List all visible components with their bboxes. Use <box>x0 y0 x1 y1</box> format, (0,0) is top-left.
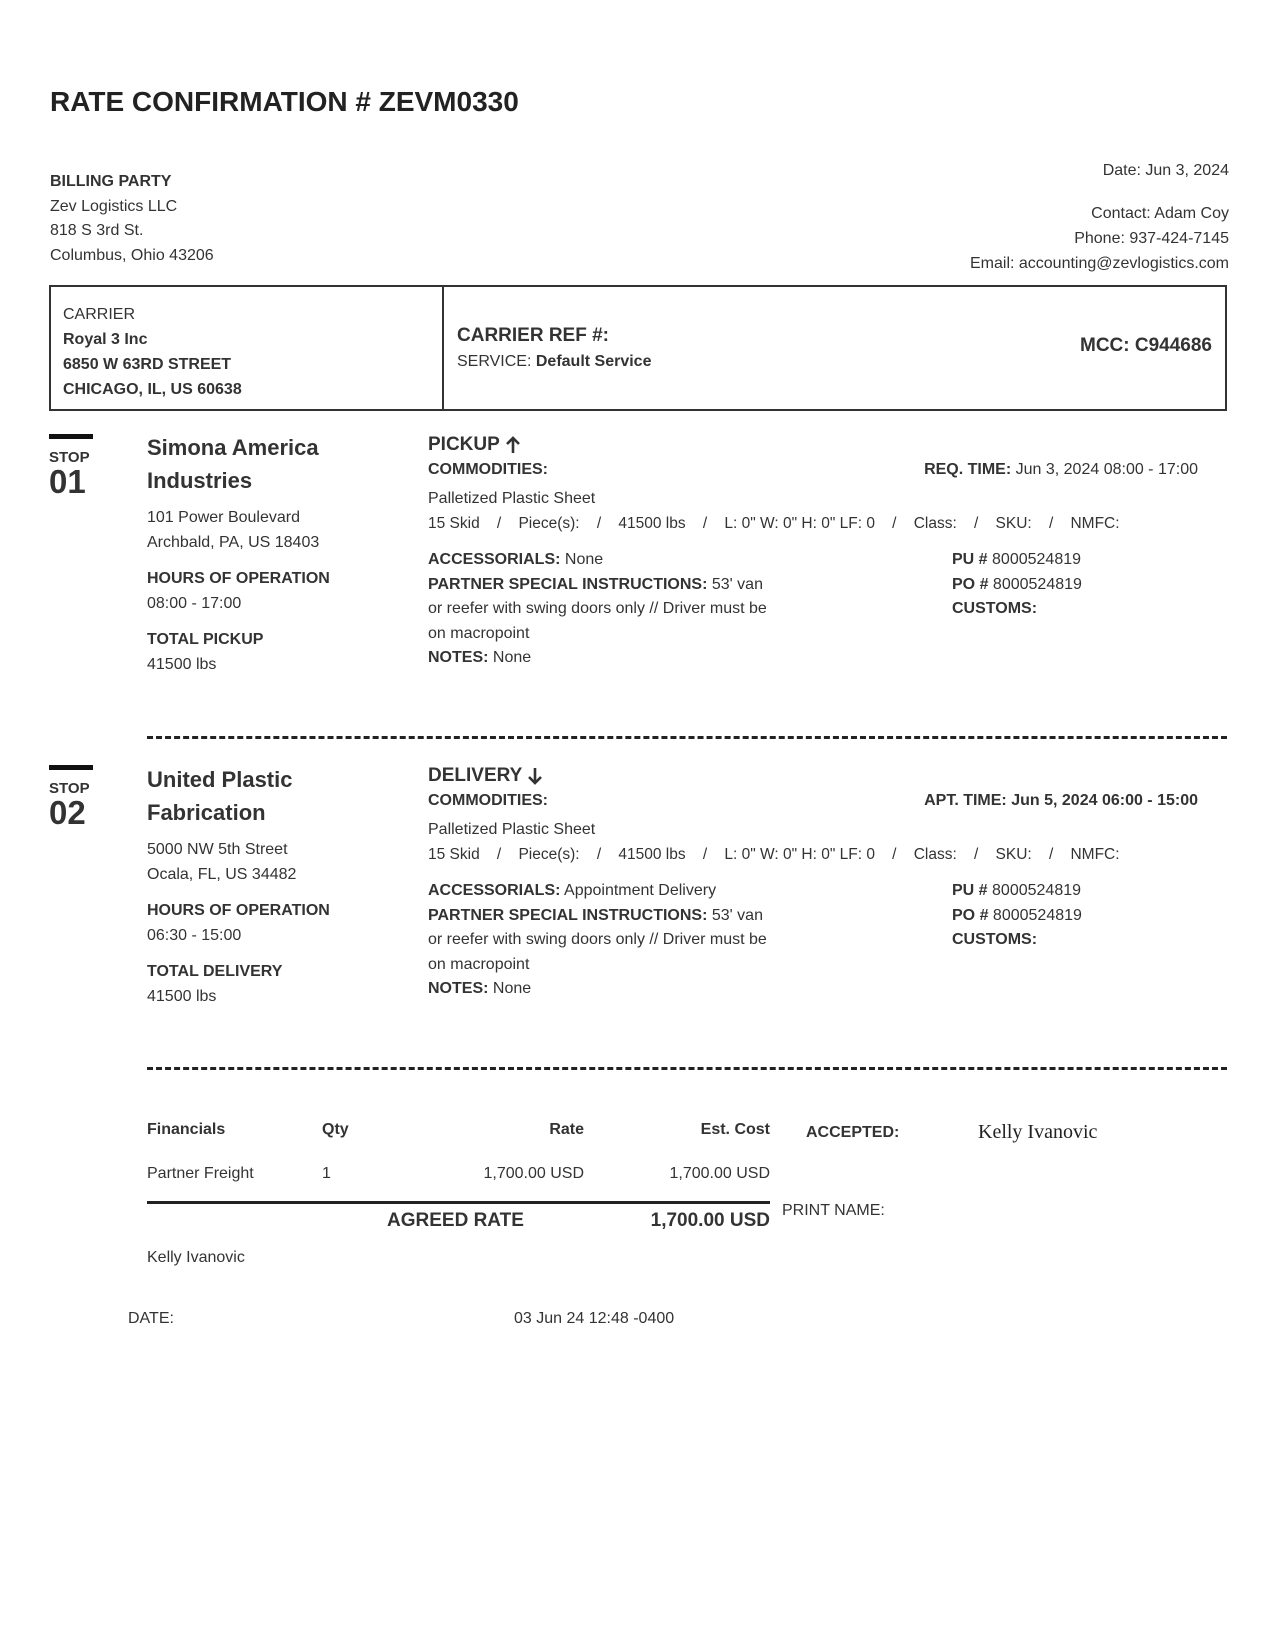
print-name-label: PRINT NAME: <box>782 1202 885 1219</box>
stop-bar <box>49 434 93 439</box>
stop-divider <box>147 736 1227 739</box>
special-instructions: PARTNER SPECIAL INSTRUCTIONS: 53' van or reefer with swing doors only // Driver must be on macropoint <box>428 906 767 973</box>
billing-street: 818 S 3rd St. <box>50 222 144 239</box>
hours-label: HOURS OF OPERATION <box>147 570 330 587</box>
pu-number: PU # 8000524819 <box>952 882 1082 899</box>
arrow-down-icon <box>527 767 543 785</box>
financials-table <box>147 1110 770 1198</box>
stop-marker <box>49 765 93 829</box>
carrier-ref <box>457 325 651 371</box>
hours-value: 06:30 - 15:00 <box>147 926 242 944</box>
total-value: 41500 lbs <box>147 655 217 673</box>
date-value: 03 Jun 24 12:48 -0400 <box>514 1310 675 1327</box>
stop-location <box>147 431 407 677</box>
req-time: REQ. TIME: Jun 3, 2024 08:00 - 17:00 <box>924 460 1198 478</box>
location-address-line2: Archbald, PA, US 18403 <box>147 533 320 551</box>
commodity-detail: 15 Skid / Piece(s): / 41500 lbs / L: 0" W: 0" H: 0" LF: 0 / Class: / SKU: / NMFC: <box>428 514 1120 532</box>
cell-cost: 1,700.00 USD <box>669 1165 770 1182</box>
carrier-ref-label: CARRIER REF #: <box>457 325 610 346</box>
location-address-line1: 5000 NW 5th Street <box>147 841 288 858</box>
mcc-number: MCC: C944686 <box>1080 335 1212 356</box>
hours-value: 08:00 - 17:00 <box>147 594 242 612</box>
commodity-detail: 15 Skid / Piece(s): / 41500 lbs / L: 0" W: 0" H: 0" LF: 0 / Class: / SKU: / NMFC: <box>428 845 1120 863</box>
location-address-line2: Ocala, FL, US 34482 <box>147 865 297 883</box>
contact-email: Email: accounting@zevlogistics.com <box>969 255 1229 272</box>
document-date: Date: Jun 3, 2024 <box>1102 162 1229 179</box>
billing-party <box>50 170 214 268</box>
header-contact <box>970 158 1229 276</box>
stop-kind: PICKUP <box>428 433 1198 458</box>
accessorials: ACCESSORIALS: None <box>428 551 604 568</box>
stop-location <box>147 763 407 1009</box>
total-rule <box>147 1201 770 1204</box>
carrier-box <box>49 285 1227 411</box>
location-address-line1: 101 Power Boulevard <box>147 509 300 526</box>
hours-label: HOURS OF OPERATION <box>147 902 330 919</box>
stop-details <box>428 433 1198 671</box>
reference-numbers <box>952 879 1082 953</box>
po-number: PO # 8000524819 <box>952 906 1082 924</box>
commodity-name: Palletized Plastic Sheet <box>428 821 596 838</box>
stop-number: 01 <box>49 463 86 500</box>
billing-company: Zev Logistics LLC <box>50 197 178 215</box>
po-number: PO # 8000524819 <box>952 575 1082 593</box>
customs-label: CUSTOMS: <box>952 931 1038 948</box>
total-label: TOTAL DELIVERY <box>147 963 283 980</box>
print-name-value: Kelly Ivanovic <box>147 1249 245 1266</box>
location-name: Simona America Industries <box>147 435 319 493</box>
page-title: RATE CONFIRMATION # ZEVM0330 <box>50 86 519 117</box>
stop-label: STOP <box>49 449 90 466</box>
stop-bar <box>49 765 93 770</box>
arrow-up-icon <box>505 436 521 454</box>
accepted-label: ACCEPTED: <box>806 1124 900 1141</box>
table-row <box>147 1150 770 1198</box>
total-label: TOTAL PICKUP <box>147 631 264 648</box>
special-instructions: PARTNER SPECIAL INSTRUCTIONS: 53' van or reefer with swing doors only // Driver must be on macropoint <box>428 575 767 642</box>
col-header-est-cost: Est. Cost <box>700 1121 770 1138</box>
billing-city: Columbus, Ohio 43206 <box>50 246 214 264</box>
contact-name: Contact: Adam Coy <box>1091 205 1229 222</box>
contact-phone: Phone: 937-424-7145 <box>1074 230 1229 247</box>
carrier-label: CARRIER <box>63 306 136 323</box>
commodities-label: COMMODITIES: <box>428 460 548 478</box>
agreed-rate-value: 1,700.00 USD <box>650 1210 770 1231</box>
stop-number: 02 <box>49 794 86 831</box>
commodities-label: COMMODITIES: <box>428 791 548 809</box>
pu-number: PU # 8000524819 <box>952 551 1082 568</box>
service-value: Default Service <box>535 353 652 370</box>
carrier-street: 6850 W 63RD STREET <box>63 356 232 373</box>
stop-details <box>428 764 1198 1002</box>
apt-time: APT. TIME: Jun 5, 2024 06:00 - 15:00 <box>924 791 1198 809</box>
cell-rate: 1,700.00 USD <box>483 1165 584 1182</box>
notes: NOTES: None <box>428 649 532 666</box>
signature: Kelly Ivanovic <box>978 1121 1098 1143</box>
cell-item: Partner Freight <box>147 1165 254 1182</box>
commodity-name: Palletized Plastic Sheet <box>428 490 596 507</box>
stop-marker <box>49 434 93 498</box>
total-value: 41500 lbs <box>147 987 217 1005</box>
col-header-financials: Financials <box>147 1121 226 1138</box>
financials-header-row <box>147 1110 770 1150</box>
carrier-info <box>51 287 444 409</box>
carrier-city: CHICAGO, IL, US 60638 <box>63 381 242 398</box>
customs-label: CUSTOMS: <box>952 600 1038 617</box>
location-name: United Plastic Fabrication <box>147 767 293 825</box>
accessorials: ACCESSORIALS: Appointment Delivery <box>428 882 717 899</box>
stop-label: STOP <box>49 780 90 797</box>
carrier-name: Royal 3 Inc <box>63 331 148 348</box>
reference-numbers <box>952 548 1082 622</box>
cell-qty: 1 <box>322 1165 331 1182</box>
billing-heading: BILLING PARTY <box>50 173 172 190</box>
col-header-rate: Rate <box>549 1121 584 1138</box>
notes: NOTES: None <box>428 980 532 997</box>
col-header-qty: Qty <box>322 1121 349 1138</box>
date-label: DATE: <box>128 1310 174 1327</box>
service-label: SERVICE: <box>457 353 532 370</box>
agreed-rate-label: AGREED RATE <box>387 1210 524 1231</box>
stop-kind: DELIVERY <box>428 764 1198 789</box>
stop-divider <box>147 1067 1227 1070</box>
